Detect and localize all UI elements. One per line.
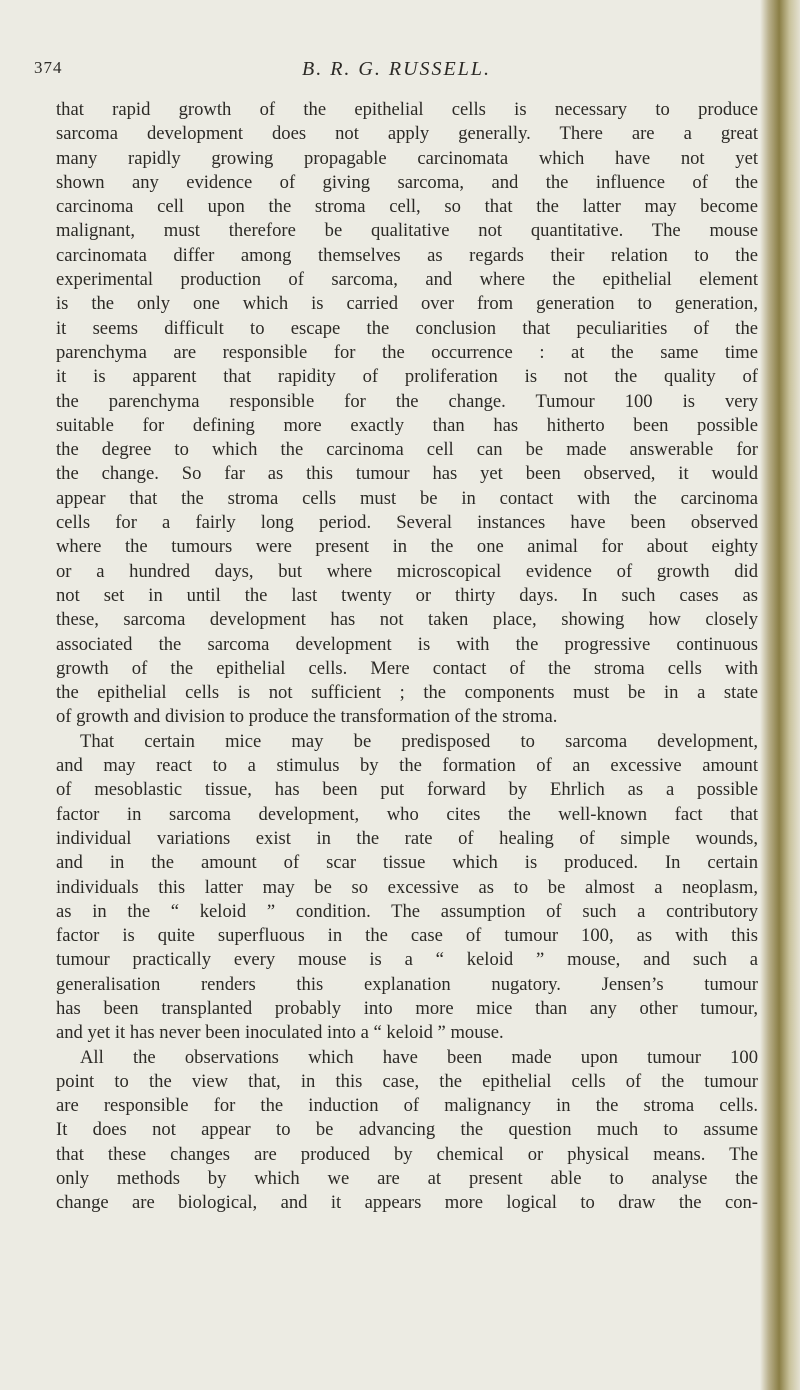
text-line: associated the sarcoma development is with the progressive continuous	[56, 633, 758, 655]
text-line: sarcoma development does not apply generally. There are a great	[56, 123, 758, 145]
text-line: malignant, must therefore be qualitative not quantitative. The mouse	[56, 220, 758, 242]
page-edge-shadow	[760, 0, 800, 1390]
text-line: carcinomata differ among themselves as regards their relation to the	[56, 244, 758, 266]
text-line: That certain mice may be predisposed to sarcoma development,	[80, 730, 758, 752]
text-line: or a hundred days, but where microscopical evidence of growth did	[56, 560, 758, 582]
text-line: these, sarcoma development has not taken place, showing how closely	[56, 609, 758, 631]
body-text	[56, 98, 758, 1216]
text-line: and yet it has never been inoculated into a “ keloid ” mouse.	[56, 1022, 504, 1044]
text-line: It does not appear to be advancing the question much to assume	[56, 1119, 758, 1141]
text-line: and may react to a stimulus by the formation of an excessive amount	[56, 755, 758, 777]
text-line: All the observations which have been made upon tumour 100	[80, 1046, 758, 1068]
text-line: not set in until the last twenty or thirty days. In such cases as	[56, 584, 758, 606]
text-line: that these changes are produced by chemical or physical means. The	[56, 1143, 758, 1165]
text-line: cells for a fairly long period. Several instances have been observed	[56, 512, 758, 534]
page-header	[34, 58, 759, 88]
text-line: factor in sarcoma development, who cites the well-known fact that	[56, 803, 758, 825]
text-line: generalisation renders this explanation nugatory. Jensen’s tumour	[56, 973, 758, 995]
running-head: B. R. G. RUSSELL.	[302, 58, 491, 80]
text-line: is the only one which is carried over from generation to generation,	[56, 293, 758, 315]
text-line: and in the amount of scar tissue which is produced. In certain	[56, 852, 758, 874]
text-line: individual variations exist in the rate of healing of simple wounds,	[56, 827, 758, 849]
text-line: many rapidly growing propagable carcinomata which have not yet	[56, 147, 758, 169]
text-line: the degree to which the carcinoma cell can be made answerable for	[56, 439, 758, 461]
text-line: of growth and division to produce the transformation of the stroma.	[56, 706, 558, 728]
text-line: shown any evidence of giving sarcoma, and the influence of the	[56, 171, 758, 193]
text-line: as in the “ keloid ” condition. The assumption of such a contributory	[56, 900, 758, 922]
text-line: change are biological, and it appears more logical to draw the con-	[56, 1192, 758, 1214]
text-line: the parenchyma responsible for the change. Tumour 100 is very	[56, 390, 758, 412]
text-line: where the tumours were present in the one animal for about eighty	[56, 536, 758, 558]
text-line: are responsible for the induction of malignancy in the stroma cells.	[56, 1095, 758, 1117]
text-line: of mesoblastic tissue, has been put forward by Ehrlich as a possible	[56, 779, 758, 801]
text-line: that rapid growth of the epithelial cells is necessary to produce	[56, 99, 758, 120]
text-line: individuals this latter may be so excessive as to be almost a neoplasm,	[56, 876, 758, 898]
text-line: tumour practically every mouse is a “ keloid ” mouse, and such a	[56, 949, 758, 971]
text-line: has been transplanted probably into more mice than any other tumour,	[56, 997, 758, 1019]
text-line: experimental production of sarcoma, and where the epithelial element	[56, 269, 758, 291]
text-line: point to the view that, in this case, the epithelial cells of the tumour	[56, 1070, 758, 1092]
page-number: 374	[34, 58, 63, 77]
text-line: the change. So far as this tumour has yet been observed, it would	[56, 463, 758, 485]
text-line: suitable for defining more exactly than has hitherto been possible	[56, 414, 758, 436]
text-line: factor is quite superfluous in the case of tumour 100, as with this	[56, 925, 758, 947]
text-line: growth of the epithelial cells. Mere contact of the stroma cells with	[56, 657, 758, 679]
text-line: carcinoma cell upon the stroma cell, so that the latter may become	[56, 196, 758, 218]
text-line: it is apparent that rapidity of proliferation is not the quality of	[56, 366, 758, 388]
text-line: parenchyma are responsible for the occurrence : at the same time	[56, 341, 758, 363]
text-line: only methods by which we are at present able to analyse the	[56, 1168, 758, 1190]
text-line: it seems difficult to escape the conclusion that peculiarities of the	[56, 317, 758, 339]
text-line: the epithelial cells is not sufficient ; the components must be in a state	[56, 682, 758, 704]
text-line: appear that the stroma cells must be in contact with the carcinoma	[56, 487, 758, 509]
